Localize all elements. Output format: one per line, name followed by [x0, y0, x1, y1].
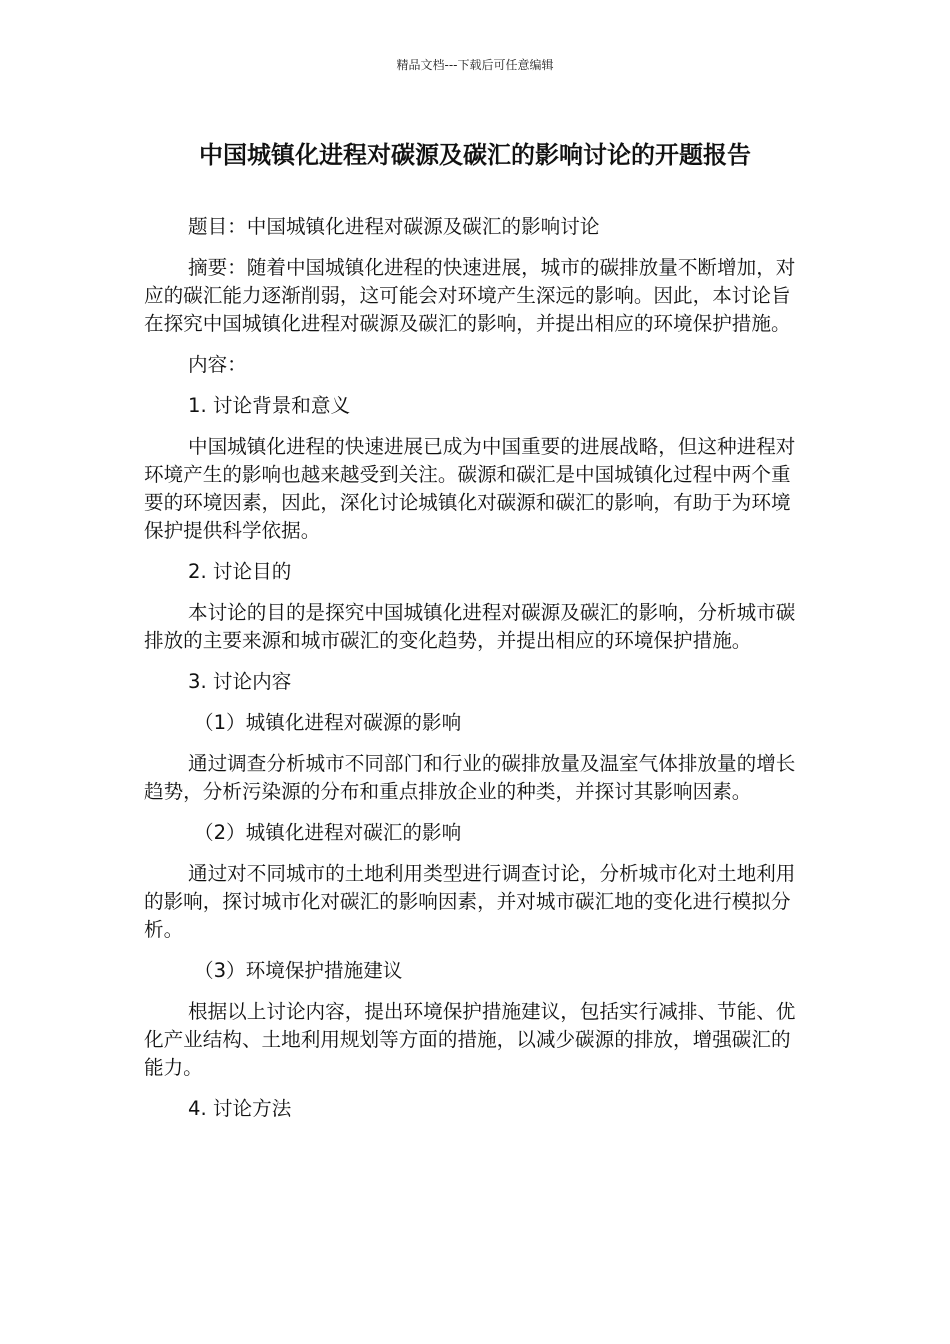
subsection-heading-carbon-sink: （2）城镇化进程对碳汇的影响 — [194, 821, 462, 844]
content-heading: 内容： — [188, 353, 247, 376]
subsection-heading-carbon-source: （1）城镇化进程对碳源的影响 — [194, 711, 462, 734]
section-heading-purpose: 2. 讨论目的 — [188, 560, 292, 583]
document-title: 中国城镇化进程对碳源及碳汇的影响讨论的开题报告 — [199, 141, 751, 169]
section-heading-methods: 4. 讨论方法 — [188, 1097, 292, 1120]
page-header-note: 精品文档---下载后可任意编辑 — [396, 58, 554, 72]
section-heading-background: 1. 讨论背景和意义 — [188, 394, 351, 417]
protection-measures-paragraph: 根据以上讨论内容，提出环境保护措施建议，包括实行减排、节能、优化产业结构、土地利用规划等方面的措施，以减少碳源的排放，增强碳汇的能力。 — [144, 1000, 796, 1079]
abstract-paragraph: 摘要：随着中国城镇化进程的快速进展，城市的碳排放量不断增加，对应的碳汇能力逐渐削弱，这可能会对环境产生深远的影响。因此，本讨论旨在探究中国城镇化进程对碳源及碳汇的影响，并提出相应的环境保护措施。 — [144, 256, 796, 335]
carbon-sink-paragraph: 通过对不同城市的土地利用类型进行调查讨论，分析城市化对土地利用的影响，探讨城市化对碳汇的影响因素，并对城市碳汇地的变化进行模拟分析。 — [144, 862, 796, 941]
section-heading-content: 3. 讨论内容 — [188, 670, 292, 693]
document-body — [144, 213, 808, 1136]
subsection-heading-protection-measures: （3）环境保护措施建议 — [194, 959, 403, 982]
background-paragraph: 中国城镇化进程的快速进展已成为中国重要的进展战略，但这种进程对环境产生的影响也越来越受到关注。碳源和碳汇是中国城镇化过程中两个重要的环境因素，因此，深化讨论城镇化对碳源和碳汇的影响，有助于为环境保护提供科学依据。 — [144, 435, 796, 542]
carbon-source-paragraph: 通过调查分析城市不同部门和行业的碳排放量及温室气体排放量的增长趋势，分析污染源的分布和重点排放企业的种类，并探讨其影响因素。 — [144, 752, 796, 803]
purpose-paragraph: 本讨论的目的是探究中国城镇化进程对碳源及碳汇的影响，分析城市碳排放的主要来源和城市碳汇的变化趋势，并提出相应的环境保护措施。 — [144, 601, 796, 652]
topic-paragraph: 题目：中国城镇化进程对碳源及碳汇的影响讨论 — [188, 215, 600, 238]
